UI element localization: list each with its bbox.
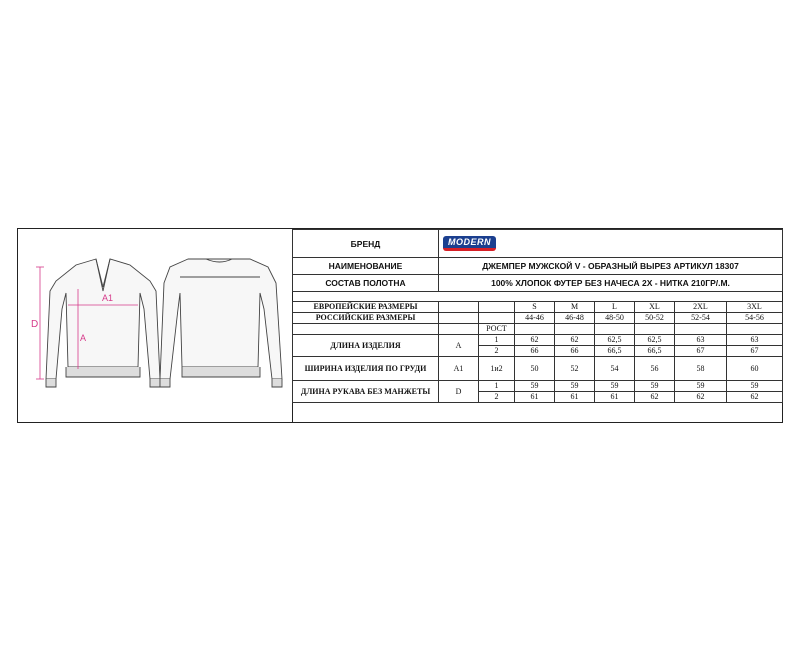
sleeve-value: 61 [515, 392, 555, 403]
chest-value: 52 [555, 357, 595, 381]
empty-cell [293, 324, 439, 335]
sleeve-value: 61 [555, 392, 595, 403]
size-ru-4: 50-52 [635, 313, 675, 324]
sleeve-value: 62 [635, 392, 675, 403]
size-eu-2xl: 2XL [675, 302, 727, 313]
spacer-row [293, 292, 783, 302]
size-eu-m: M [555, 302, 595, 313]
chest-value: 56 [635, 357, 675, 381]
chest-code: A1 [439, 357, 479, 381]
length-value: 66,5 [595, 346, 635, 357]
height-label: РОСТ [479, 324, 515, 335]
composition-label: СОСТАВ ПОЛОТНА [293, 275, 439, 292]
eu-sizes-label: ЕВРОПЕЙСКИЕ РАЗМЕРЫ [293, 302, 439, 313]
sleeve-height-2: 2 [479, 392, 515, 403]
sleeve-value: 62 [675, 392, 727, 403]
brand-logo-cell [439, 230, 783, 258]
size-chart-sheet [17, 228, 783, 423]
composition-value: 100% ХЛОПОК ФУТЕР БЕЗ НАЧЕСА 2Х - НИТКА 210ГР/.М. [439, 275, 783, 292]
spec-table [292, 229, 783, 403]
ru-sizes-label: РОССИЙСКИЕ РАЗМЕРЫ [293, 313, 439, 324]
sleeve-value: 59 [675, 381, 727, 392]
sweater-sketches [18, 229, 292, 422]
brand-logo: MODERN [443, 236, 496, 251]
length-value: 62 [555, 335, 595, 346]
length-value: 66 [555, 346, 595, 357]
sweater-front-drawing [46, 259, 160, 387]
empty-cell [515, 324, 555, 335]
size-eu-3xl: 3XL [727, 302, 783, 313]
dimension-label-d: D [31, 319, 39, 330]
empty-cell [439, 302, 479, 313]
empty-cell [479, 302, 515, 313]
chest-label: ШИРИНА ИЗДЕЛИЯ ПО ГРУДИ [293, 357, 439, 381]
chest-value: 54 [595, 357, 635, 381]
size-eu-xl: XL [635, 302, 675, 313]
sleeve-value: 59 [555, 381, 595, 392]
length-value: 63 [727, 335, 783, 346]
size-ru-5: 52-54 [675, 313, 727, 324]
sleeve-value: 59 [515, 381, 555, 392]
dimension-label-a: A [80, 333, 87, 343]
length-value: 62 [515, 335, 555, 346]
size-ru-3: 48-50 [595, 313, 635, 324]
empty-cell [439, 324, 479, 335]
dimension-label-a1: A1 [102, 293, 114, 303]
sleeve-height-1: 1 [479, 381, 515, 392]
length-value: 66,5 [635, 346, 675, 357]
sweater-back-drawing [160, 259, 282, 387]
length-value: 66 [515, 346, 555, 357]
length-value: 67 [675, 346, 727, 357]
empty-cell [595, 324, 635, 335]
length-height-1: 1 [479, 335, 515, 346]
length-value: 62,5 [595, 335, 635, 346]
length-value: 63 [675, 335, 727, 346]
length-height-2: 2 [479, 346, 515, 357]
spec-table-area [292, 229, 782, 422]
chest-value: 60 [727, 357, 783, 381]
chest-height: 1и2 [479, 357, 515, 381]
length-value: 67 [727, 346, 783, 357]
length-label: ДЛИНА ИЗДЕЛИЯ [293, 335, 439, 357]
sleeve-label: ДЛИНА РУКАВА БЕЗ МАНЖЕТЫ [293, 381, 439, 403]
sleeve-value: 61 [595, 392, 635, 403]
size-ru-1: 44-46 [515, 313, 555, 324]
brand-label: БРЕНД [293, 230, 439, 258]
empty-cell [479, 313, 515, 324]
sleeve-value: 62 [727, 392, 783, 403]
size-ru-6: 54-56 [727, 313, 783, 324]
chest-value: 50 [515, 357, 555, 381]
length-code: A [439, 335, 479, 357]
product-name-label: НАИМЕНОВАНИЕ [293, 258, 439, 275]
empty-cell [675, 324, 727, 335]
empty-cell [635, 324, 675, 335]
size-eu-l: L [595, 302, 635, 313]
empty-cell [555, 324, 595, 335]
empty-cell [727, 324, 783, 335]
product-name-value: ДЖЕМПЕР МУЖСКОЙ V - ОБРАЗНЫЙ ВЫРЕЗ АРТИКУЛ 18307 [439, 258, 783, 275]
size-ru-2: 46-48 [555, 313, 595, 324]
sleeve-value: 59 [635, 381, 675, 392]
sleeve-value: 59 [595, 381, 635, 392]
empty-cell [439, 313, 479, 324]
length-value: 62,5 [635, 335, 675, 346]
sleeve-value: 59 [727, 381, 783, 392]
garment-drawings [18, 229, 293, 422]
sleeve-code: D [439, 381, 479, 403]
chest-value: 58 [675, 357, 727, 381]
size-eu-s: S [515, 302, 555, 313]
